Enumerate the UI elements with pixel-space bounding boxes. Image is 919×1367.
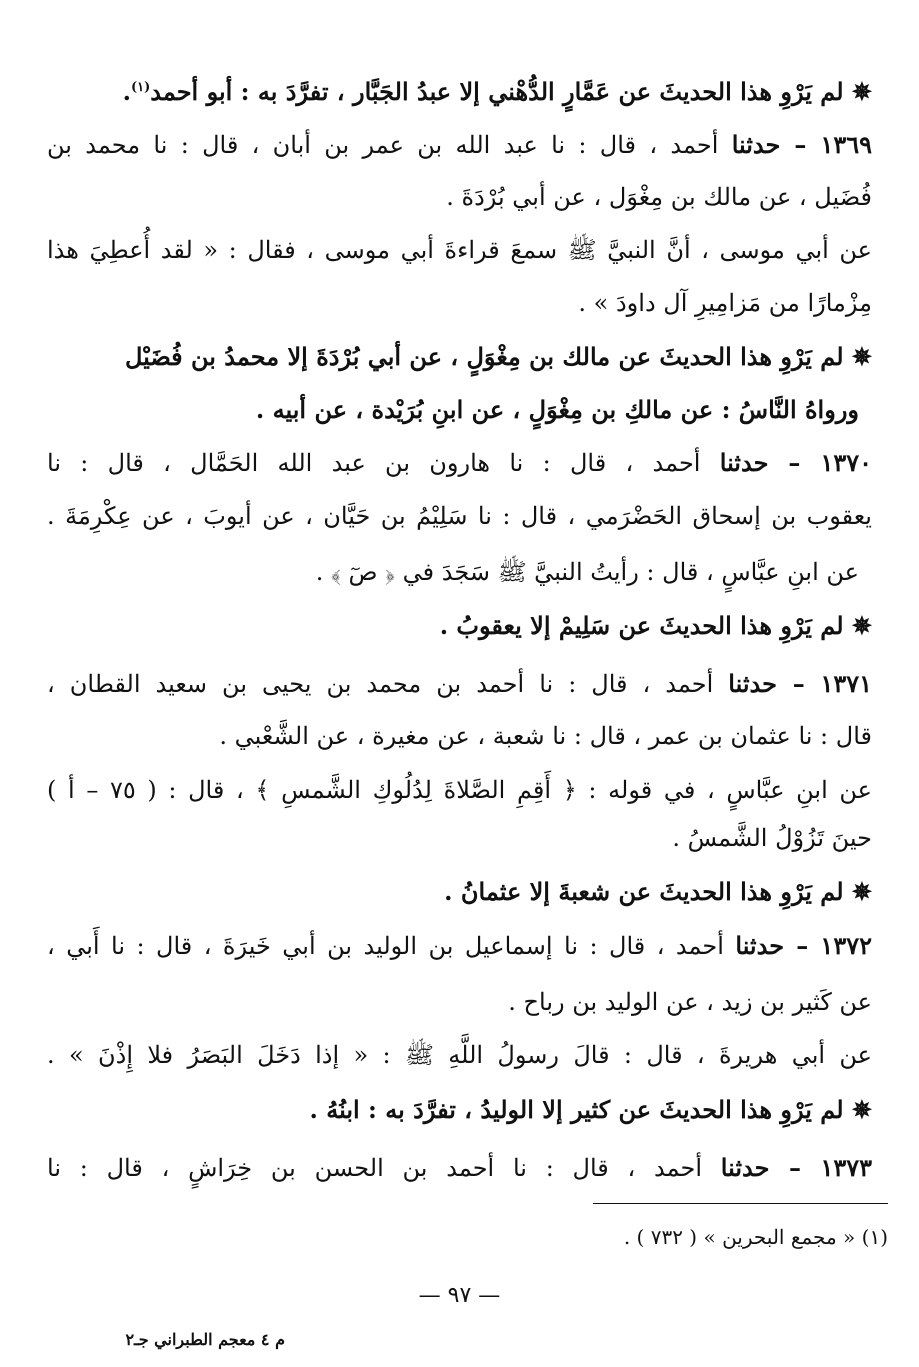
- footnote-marker: (١): [130, 80, 151, 95]
- page-number: — ٩٧ —: [418, 1283, 501, 1308]
- hadith-number: ١٣٦٩ –: [780, 130, 872, 159]
- line-text: عن أبي موسى ، أنَّ النبيَّ ﷺ سمعَ قراءةَ أبي موسى ، فقال : « لقد أُعطِيَ هذا: [47, 236, 872, 264]
- line-text: لم يَرْوِ هذا الحديثَ عن مالك بن مِغْوَلٍ ، عن أبي بُرْدَةَ إلا محمدُ بن فُضَيْل: [124, 342, 844, 371]
- narration-lead: حدثنا: [719, 448, 769, 477]
- line-text: لم يَرْوِ هذا الحديثَ عن شعبةَ إلا عثمانُ .: [444, 877, 844, 906]
- commentary-line: [125, 337, 872, 377]
- hadith-number: ١٣٧١ –: [776, 669, 872, 698]
- line-text: فُضَيل ، عن مالك بن مِغْوَل ، عن أبي بُرْدَةَ .: [446, 183, 872, 211]
- line-text: لم يَرْوِ هذا الحديثَ عن سَلِيمْ إلا يعقوبُ .: [439, 611, 844, 640]
- line-text: عن ابنِ عبَّاسٍ ، في قوله : ﴿ أَقِمِ الصَّلاةَ لِدُلُوكِ الشَّمسِ ﴾ ، قال : ( ٧٥ – أ ): [47, 776, 873, 804]
- hadith-number: ١٣٧٢ –: [784, 931, 872, 960]
- line-text: أحمد ، قال : نا أحمد بن محمد بن يحيى بن سعيد القطان ،: [47, 670, 729, 698]
- commentary-line: [444, 872, 872, 912]
- text-line: [47, 926, 872, 966]
- commentary-line: [123, 68, 872, 108]
- asterisk-icon: ✵: [843, 1095, 872, 1124]
- asterisk-icon: ✵: [843, 77, 872, 106]
- line-text: أحمد ، قال : نا أحمد بن الحسن بن خِرَاشٍ ، قال : نا: [47, 1154, 721, 1182]
- commentary-line: [310, 1090, 872, 1130]
- line-text: عن كَثير بن زيد ، عن الوليد بن رباح .: [508, 988, 872, 1016]
- text-line: [316, 552, 859, 592]
- narration-lead: حدثنا: [731, 130, 781, 159]
- line-text: ورواهُ النَّاسُ : عن مالكِ بن مِغْوَلٍ ، عن ابنِ بُرَيْدة ، عن أبيه .: [255, 395, 859, 424]
- narration-lead: حدثنا: [735, 931, 785, 960]
- text-line: [672, 818, 872, 858]
- hadith-number: ١٣٧٠ –: [768, 448, 872, 477]
- text-line: [47, 1035, 872, 1075]
- narration-lead: حدثنا: [728, 669, 777, 698]
- line-text: حينَ تَزُوْلُ الشَّمسُ .: [672, 824, 872, 852]
- line-text: أحمد ، قال : نا إسماعيل بن الوليد بن أبي خَيرَةَ ، قال : نا أَبي ،: [47, 932, 736, 960]
- line-text: عن أبي هريرةَ ، قال : قالَ رسولُ اللَّهِ ﷺ : « إذا دَخَلَ البَصَرُ فلا إِذْنَ » .: [47, 1041, 872, 1069]
- text-line: [219, 716, 872, 756]
- printer-signature: م ٤ معجم الطبراني جـ٢: [125, 1330, 285, 1349]
- text-line: [47, 1148, 872, 1188]
- text-line: [47, 664, 872, 704]
- line-text: يعقوب بن إسحاق الحَضْرَمي ، قال : نا سَلِيْمُ بن حَيَّان ، عن أيوبَ ، عن عِكْرِمَةَ .: [47, 502, 872, 530]
- hadith-number: ١٣٧٣ –: [769, 1153, 872, 1182]
- text-line: [47, 496, 872, 536]
- line-text: عن ابنِ عبَّاسٍ ، قال : رأيتُ النبيَّ ﷺ سَجَدَ في ﴿ صٓ ﴾ .: [315, 558, 859, 586]
- text-line: [47, 230, 872, 270]
- text-line: [47, 125, 872, 165]
- footnote-divider: [593, 1203, 888, 1204]
- commentary-line: [440, 606, 872, 646]
- line-text: لم يَرْوِ هذا الحديثَ عن كثير إلا الوليدُ ، تفرَّدَ به : ابنُهُ .: [309, 1095, 844, 1124]
- narration-lead: حدثنا: [720, 1153, 770, 1182]
- text-line: [47, 770, 872, 810]
- commentary-line: [256, 390, 859, 430]
- line-text: قال : نا عثمان بن عمر ، قال : نا شعبة ، عن مغيرة ، عن الشَّعْبي .: [219, 722, 872, 750]
- text-line: [446, 177, 872, 217]
- line-text: لم يَرْوِ هذا الحديثَ عن عَمَّارٍ الدُّهْني إلا عبدُ الجَبَّار ، تفرَّدَ به : أبو أحمد: [150, 77, 844, 106]
- text-line: [578, 283, 872, 323]
- asterisk-icon: ✵: [843, 342, 872, 371]
- asterisk-icon: ✵: [843, 611, 872, 640]
- text-line: [508, 982, 872, 1022]
- footnote: (١) « مجمع البحرين » ( ٧٣٢ ) .: [623, 1225, 888, 1249]
- line-text: مِزْمارًا من مَزامِيرِ آل داودَ » .: [578, 289, 872, 317]
- line-text: أحمد ، قال : نا عبد الله بن عمر بن أبان ، قال : نا محمد بن: [47, 131, 732, 159]
- line-end-punct: .: [122, 77, 131, 106]
- text-line: [47, 443, 872, 483]
- line-text: أحمد ، قال : نا هارون بن عبد الله الحَمَّال ، قال : نا: [47, 449, 720, 477]
- asterisk-icon: ✵: [843, 877, 872, 906]
